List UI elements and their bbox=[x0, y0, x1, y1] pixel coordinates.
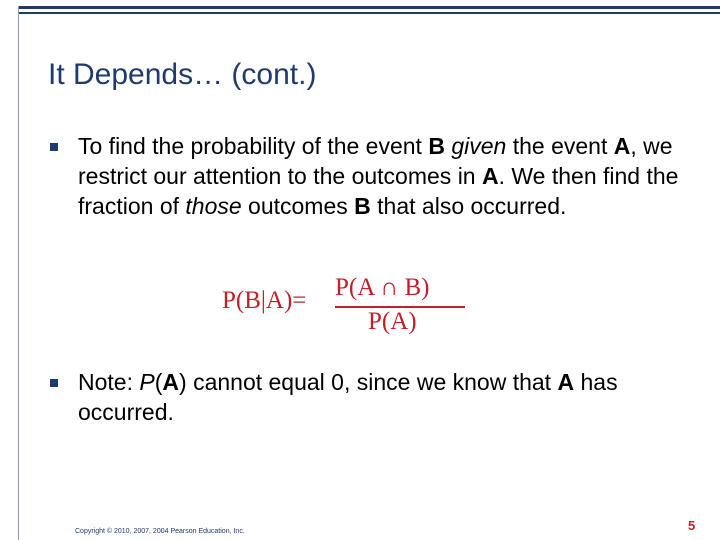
copyright-footer: Copyright © 2010, 2007, 2004 Pearson Education, Inc. bbox=[75, 528, 245, 535]
page-number: 5 bbox=[688, 518, 696, 533]
bullet-text-1: To find the probability of the event B given the event A, we restrict our attention to the outcomes in A. We then find the fraction of those outcomes B that also occurred. bbox=[78, 133, 679, 219]
formula-numerator: P(A ∩ B) bbox=[335, 274, 430, 301]
bullet-marker-1 bbox=[50, 143, 58, 151]
side-rule bbox=[18, 6, 19, 540]
bullet-marker-2 bbox=[50, 379, 58, 387]
slide-title: It Depends… (cont.) bbox=[48, 58, 317, 91]
conditional-probability-formula bbox=[222, 272, 472, 340]
header-rule-thin bbox=[18, 12, 720, 14]
bullet-text-2: Note: P(A) cannot equal 0, since we know that A has occurred. bbox=[78, 369, 618, 425]
header-rule bbox=[18, 6, 720, 9]
formula-lhs: P(B|A)= bbox=[222, 287, 307, 314]
formula-denominator: P(A) bbox=[368, 308, 417, 335]
